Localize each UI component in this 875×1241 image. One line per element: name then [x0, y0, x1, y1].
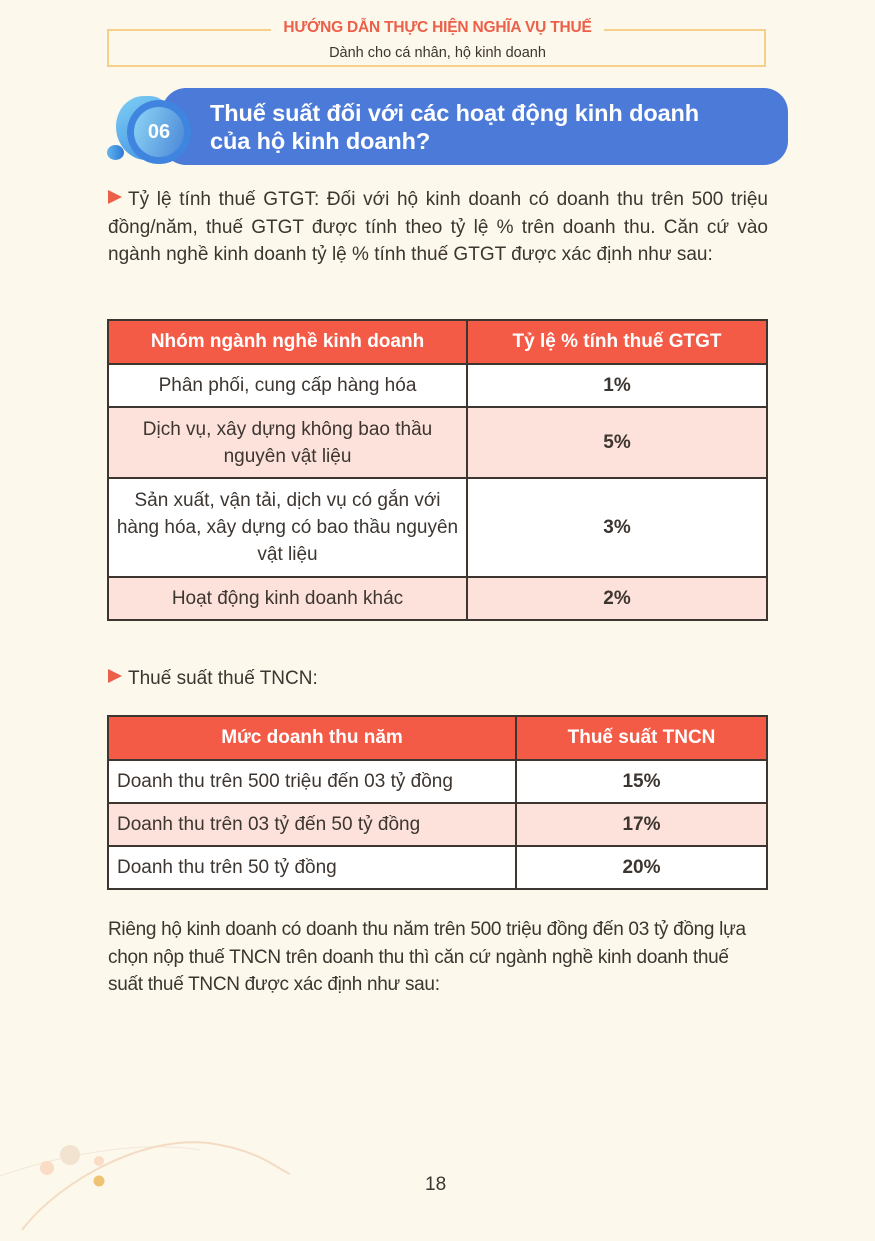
vat-rate-cell: 5% [467, 407, 767, 478]
vat-rate-cell: 2% [467, 577, 767, 620]
document-title: HƯỚNG DẪN THỰC HIỆN NGHĨA VỤ THUẾ [0, 19, 875, 37]
document-subtitle: Dành cho cá nhân, hộ kinh doanh [329, 45, 546, 61]
decorative-dot-icon [107, 145, 124, 160]
section-number-badge: 06 [134, 107, 184, 157]
column-header-vat-rate: Tỷ lệ % tính thuế GTGT [467, 320, 767, 364]
pit-rate-cell: 20% [516, 846, 767, 889]
page-number: 18 [425, 1174, 447, 1195]
pit-rate-cell: 15% [516, 760, 767, 803]
revenue-level-cell: Doanh thu trên 50 tỷ đồng [108, 846, 516, 889]
business-group-cell: Sản xuất, vận tải, dịch vụ có gắn với hàng hóa, xây dựng có bao thầu nguyên vật liệu [108, 478, 467, 577]
table-row [108, 803, 767, 846]
table-row [108, 478, 767, 577]
table-row [108, 760, 767, 803]
revenue-level-cell: Doanh thu trên 500 triệu đến 03 tỷ đồng [108, 760, 516, 803]
revenue-level-cell: Doanh thu trên 03 tỷ đến 50 tỷ đồng [108, 803, 516, 846]
table-row [108, 846, 767, 889]
pit-intro-paragraph: Thuế suất thuế TNCN: [108, 665, 768, 693]
vat-rate-table [107, 319, 768, 621]
bullet-arrow-icon [108, 190, 122, 204]
decorative-swirl-icon [0, 1130, 320, 1241]
business-group-cell: Phân phối, cung cấp hàng hóa [108, 364, 467, 407]
closing-paragraph: Riêng hộ kinh doanh có doanh thu năm trên 500 triệu đồng đến 03 tỷ đồng lựa chọn nộp thuế TNCN trên doanh thu thì căn cứ ngành nghề kinh doanh thuế suất thuế TNCN được xác định như sau: [108, 919, 746, 995]
table-row [108, 577, 767, 620]
column-header-revenue-level: Mức doanh thu năm [108, 716, 516, 760]
bullet-arrow-icon [108, 669, 122, 683]
table-row [108, 407, 767, 478]
pit-rate-table [107, 715, 768, 890]
pit-rate-cell: 17% [516, 803, 767, 846]
table-header-row [108, 716, 767, 760]
vat-intro-paragraph: Tỷ lệ tính thuế GTGT: Đối với hộ kinh doanh có doanh thu trên 500 triệu đồng/năm, thuế GTGT được tính theo tỷ lệ % trên doanh thu. Căn cứ vào ngành nghề kinh doanh tỷ lệ % tính thuế GTGT được xác định như sau: [108, 189, 768, 265]
column-header-pit-rate: Thuế suất TNCN [516, 716, 767, 760]
business-group-cell: Dịch vụ, xây dựng không bao thầu nguyên vật liệu [108, 407, 467, 478]
section-heading [162, 88, 788, 165]
vat-rate-cell: 1% [467, 364, 767, 407]
column-header-business-group: Nhóm ngành nghề kinh doanh [108, 320, 467, 364]
section-title: Thuế suất đối với các hoạt động kinh doanh của hộ kinh doanh? [210, 100, 700, 154]
business-group-cell: Hoạt động kinh doanh khác [108, 577, 467, 620]
table-row [108, 364, 767, 407]
table-header-row [108, 320, 767, 364]
vat-rate-cell: 3% [467, 478, 767, 577]
